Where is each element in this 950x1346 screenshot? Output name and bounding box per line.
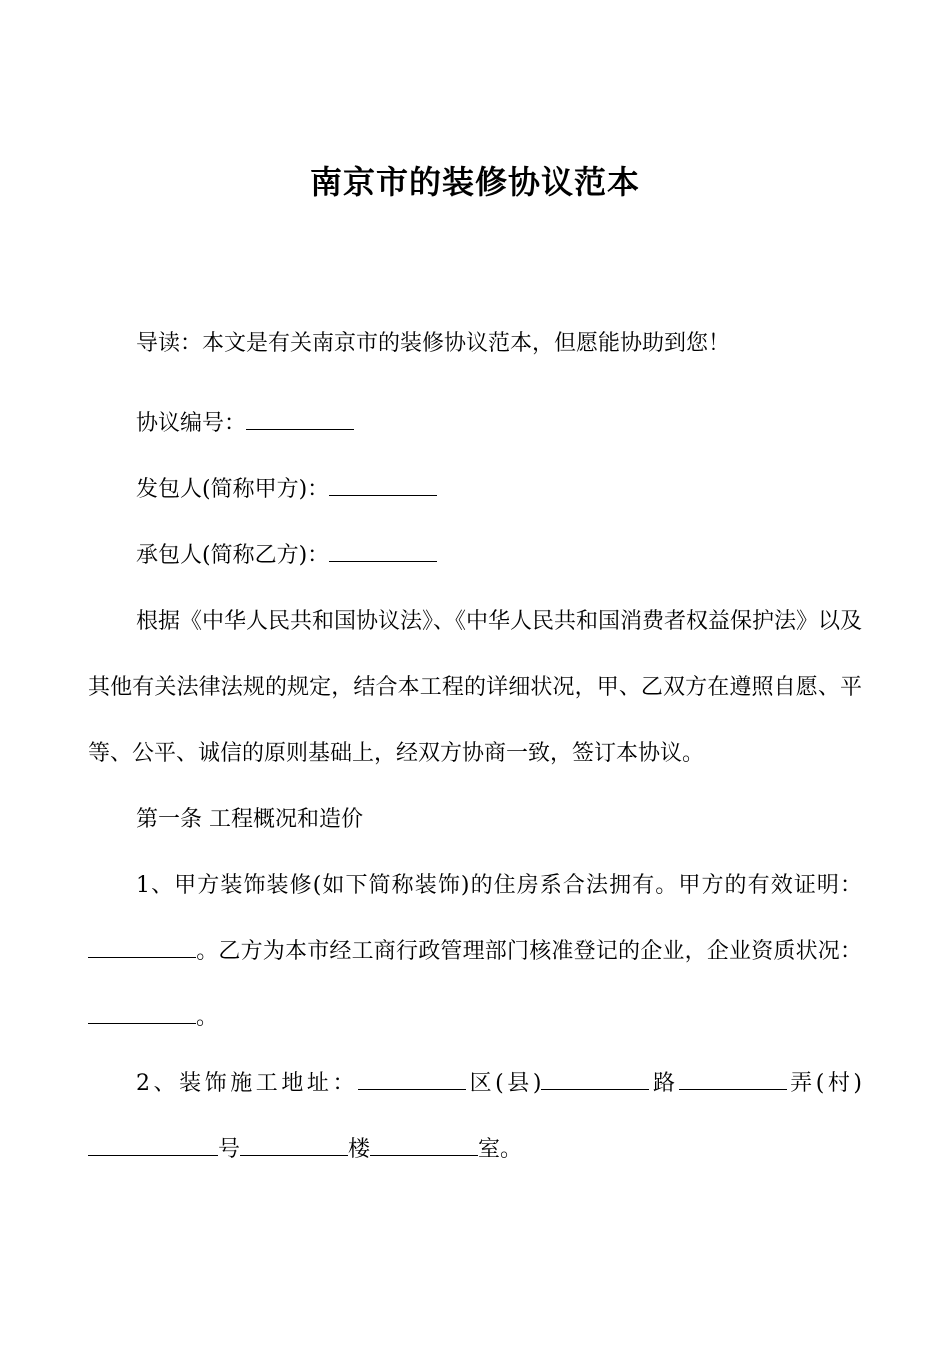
number-blank xyxy=(88,1137,218,1156)
district-blank xyxy=(358,1071,466,1090)
lane-label: 弄(村) xyxy=(786,1071,863,1096)
valid-proof-blank xyxy=(88,939,196,958)
road-label: 路 xyxy=(649,1071,679,1096)
clause-2-paragraph xyxy=(88,1051,862,1183)
lane-blank xyxy=(679,1071,787,1090)
room-blank xyxy=(370,1137,478,1156)
party-b-blank xyxy=(329,543,437,562)
building-label: 楼 xyxy=(348,1137,371,1162)
clause-1-part-2: 。乙方为本市经工商行政管理部门核准登记的企业，企业资质状况： xyxy=(196,939,862,964)
clause-2-prefix: 2、装饰施工地址： xyxy=(136,1071,359,1096)
party-b-label: 承包人(简称乙方)： xyxy=(136,543,330,568)
clause-1-paragraph xyxy=(88,853,862,1051)
district-label: 区(县) xyxy=(466,1071,542,1096)
preamble-paragraph: 根据《中华人民共和国协议法》、《中华人民共和国消费者权益保护法》以及其他有关法律法规的规定，结合本工程的详细状况，甲、乙双方在遵照自愿、平等、公平、诚信的原则基础上，经双方协商一致，签订本协议。 xyxy=(88,609,863,766)
document-body xyxy=(88,311,862,1183)
contract-number-blank xyxy=(246,411,354,430)
qualification-blank xyxy=(88,1005,196,1024)
lead-paragraph: 导读：本文是有关南京市的装修协议范本，但愿能协助到您！ xyxy=(136,331,731,356)
spacer xyxy=(88,377,862,391)
party-a-label: 发包人(简称甲方)： xyxy=(136,477,330,502)
contract-number-field xyxy=(88,391,862,457)
party-a-blank xyxy=(329,477,437,496)
clause-1-part-1: 1、甲方装饰装修(如下简称装饰)的住房系合法拥有。甲方的有效证明： xyxy=(136,873,862,898)
room-label: 室。 xyxy=(478,1137,523,1162)
contract-number-label: 协议编号： xyxy=(136,411,247,436)
clause-1-part-3: 。 xyxy=(196,1005,219,1030)
party-a-field xyxy=(88,457,862,523)
page-title: 南京市的装修协议范本 xyxy=(309,163,640,201)
article-1-heading: 第一条 工程概况和造价 xyxy=(136,807,363,832)
building-blank xyxy=(240,1137,348,1156)
road-blank xyxy=(541,1071,649,1090)
party-b-field xyxy=(88,523,862,589)
number-label: 号 xyxy=(218,1137,241,1162)
